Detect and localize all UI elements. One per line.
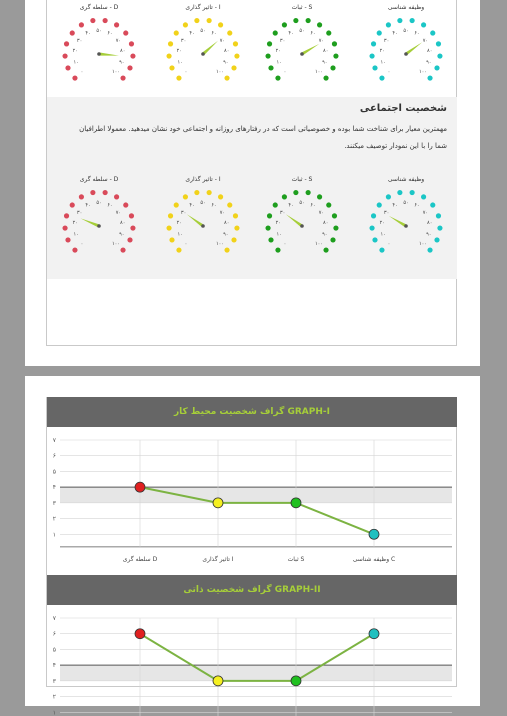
dial-tick-label: ۶۰	[107, 202, 113, 209]
dial-needle	[389, 216, 407, 228]
dial-dot	[410, 18, 415, 23]
dial-dot	[168, 213, 173, 218]
dial-dot	[268, 65, 273, 70]
y-tick-label: ۷	[52, 615, 56, 622]
dial-dot	[224, 75, 229, 80]
section-title: شخصیت اجتماعی	[359, 103, 447, 114]
dial-dot	[183, 22, 188, 27]
dial-dot	[317, 22, 322, 27]
dial-tick-label: ۷۰	[115, 37, 122, 44]
dial-dot	[437, 225, 442, 230]
dial-tick-label: ۶۰	[414, 202, 420, 209]
dial-tick-label: ۲۰	[72, 48, 78, 55]
dial-tick-label: ۴۰	[189, 202, 195, 209]
dial-tick-label: ۸۰	[323, 48, 329, 55]
dial-dot	[233, 41, 238, 46]
dial-tick-label: ۸۰	[224, 220, 230, 227]
dial-dot	[114, 194, 119, 199]
dial-tick-label: ۱۰۰	[418, 68, 428, 75]
dial-dot	[427, 247, 432, 252]
dial-tick-label: ۷۰	[115, 209, 122, 216]
dial-dot	[265, 53, 270, 58]
dial-tick-label: ۸۰	[427, 48, 433, 55]
dial-tick-label: ۹۰	[223, 59, 229, 66]
data-point	[213, 676, 223, 686]
dial-dot	[371, 213, 376, 218]
dial-tick-label: ۸۰	[427, 220, 433, 227]
dial-dot	[436, 213, 441, 218]
dial-dot	[333, 225, 338, 230]
dial-dot	[397, 18, 402, 23]
dial-tick-label: ۷۰	[422, 37, 429, 44]
dial-tick-label: ۶۰	[414, 30, 420, 37]
dial-tick-label: ۰	[80, 240, 84, 247]
dial-dot	[330, 237, 335, 242]
dial-tick-label: ۰	[184, 240, 188, 247]
dial-tick-label: ۲۰	[379, 48, 385, 55]
y-tick-label: ۱	[52, 531, 56, 539]
dial-dot	[174, 30, 179, 35]
dial-tick-label: ۲۰	[275, 48, 281, 55]
dial-tick-label: ۰	[184, 68, 188, 75]
dial-dot	[430, 30, 435, 35]
dial-tick-label: ۰	[283, 68, 287, 75]
dial-tick-label: ۱۰	[73, 231, 79, 238]
dial-tick-label: ۰	[283, 240, 287, 247]
dial-tick-label: ۴۰	[392, 30, 398, 37]
dial-dot	[90, 190, 95, 195]
dial-dot	[176, 247, 181, 252]
graph1-chart	[46, 428, 458, 574]
dial-tick-label: ۴۰	[85, 202, 91, 209]
dial-tick-label: ۷۰	[219, 209, 226, 216]
x-tick-label: تاثیر گذاری I	[202, 555, 234, 563]
dial-tick-label: ۲۰	[72, 220, 78, 227]
y-tick-label: ۳	[52, 499, 56, 507]
dial-dot	[123, 202, 128, 207]
data-point	[135, 482, 145, 492]
dial-tick-label: ۲۰	[379, 220, 385, 227]
dial-dot	[275, 247, 280, 252]
dial-dot	[293, 18, 298, 23]
dial-tick-label: ۱۰	[276, 59, 282, 66]
dial-label: تاثیر گذاری - I	[185, 4, 221, 11]
dial-label: ثبات - S	[291, 4, 313, 11]
dial-dot	[234, 225, 239, 230]
dial-dot	[434, 237, 439, 242]
section-text: مهمترین معیار برای شناخت شما بوده و خصوصیاتی است که در رفتارهای روزانه و اجتماعی خود نشان میدهید. معمولا اطرافیان شما را با این نمودار توصیف میکنند.	[79, 125, 447, 150]
dial-dot	[323, 247, 328, 252]
y-tick-label: ۵	[52, 646, 56, 654]
dial-dot	[333, 53, 338, 58]
dial-dot	[79, 22, 84, 27]
dial-tick-label: ۱۰	[177, 231, 183, 238]
dial-label: تاثیر گذاری - I	[185, 176, 221, 183]
dial-dot	[218, 22, 223, 27]
dial-tick-label: ۸۰	[120, 220, 126, 227]
dial-tick-label: ۹۰	[322, 231, 328, 238]
data-point	[135, 629, 145, 639]
dial-hub	[201, 52, 205, 56]
dial-needle	[99, 52, 119, 55]
dial-tick-label: ۰	[80, 68, 84, 75]
dial-dot	[275, 75, 280, 80]
dial-dot	[437, 53, 442, 58]
dial-tick-label: ۷۰	[219, 37, 226, 44]
dial-dot	[168, 41, 173, 46]
dial-dot	[227, 202, 232, 207]
dial-dot	[169, 237, 174, 242]
dial-dot	[434, 65, 439, 70]
dial-dot	[90, 18, 95, 23]
dial-tick-label: ۵۰	[200, 200, 206, 206]
dial-dot	[207, 190, 212, 195]
dial-dot	[127, 237, 132, 242]
y-tick-label: ۲	[52, 515, 56, 523]
graph2-header: گراف شخصیت ذاتی GRAPH-II	[47, 575, 457, 605]
dial-dot	[369, 225, 374, 230]
dial-tick-label: ۵۰	[299, 28, 305, 34]
dial-dot	[372, 237, 377, 242]
dial-tick-label: ۱۰	[276, 231, 282, 238]
dial-dot	[436, 41, 441, 46]
dial-dot	[233, 213, 238, 218]
dial-dot	[231, 65, 236, 70]
dial-needle	[301, 44, 319, 56]
dial-tick-label: ۸۰	[120, 48, 126, 55]
dial-tick-label: ۲۰	[176, 220, 182, 227]
dial-dot	[218, 194, 223, 199]
dial-dot	[70, 30, 75, 35]
data-point	[291, 676, 301, 686]
dial-dot	[174, 202, 179, 207]
dial-tick-label: ۴۰	[288, 30, 294, 37]
dial-tick-label: ۵۰	[403, 200, 409, 206]
dial-dot	[62, 225, 67, 230]
dial-dot	[332, 41, 337, 46]
dial-tick-label: ۵۰	[96, 200, 102, 206]
dial-tick-label: ۴۰	[288, 202, 294, 209]
dial-tick-label: ۷۰	[318, 37, 325, 44]
x-tick-label: وظیفه شناسی C	[352, 555, 396, 563]
dial-dot	[265, 225, 270, 230]
dial-dot	[103, 18, 108, 23]
dial-dot	[273, 202, 278, 207]
dial-dot	[130, 53, 135, 58]
dial-dot	[330, 65, 335, 70]
dial-dot	[169, 65, 174, 70]
dial-hub	[201, 224, 205, 228]
dial-tick-label: ۶۰	[211, 30, 217, 37]
dial-dot	[64, 213, 69, 218]
dial-tick-label: ۷۰	[422, 209, 429, 216]
dial-dot	[183, 194, 188, 199]
dial-dot	[410, 190, 415, 195]
dial-dot	[72, 75, 77, 80]
data-point	[369, 529, 379, 539]
dial-dot	[129, 213, 134, 218]
dial-dot	[273, 30, 278, 35]
dial-tick-label: ۷۰	[318, 209, 325, 216]
dial-dot	[268, 237, 273, 242]
dial-tick-label: ۳۰	[76, 209, 83, 216]
y-tick-label: ۱	[52, 709, 56, 716]
dial-dot	[317, 194, 322, 199]
dial-tick-label: ۳۰	[383, 37, 390, 44]
dial-label: ثبات - S	[291, 176, 313, 183]
dial-dot	[65, 237, 70, 242]
dial-dot	[326, 30, 331, 35]
dial-tick-label: ۱۰	[73, 59, 79, 66]
dial-tick-label: ۱۰۰	[314, 68, 324, 75]
dial-hub	[404, 52, 408, 56]
dial-tick-label: ۵۰	[200, 28, 206, 34]
dial-dot	[70, 202, 75, 207]
data-point	[213, 498, 223, 508]
dial-dot	[114, 22, 119, 27]
dial-dot	[372, 65, 377, 70]
dial-tick-label: ۹۰	[119, 59, 125, 66]
dial-hub	[97, 52, 101, 56]
dial-tick-label: ۸۰	[323, 220, 329, 227]
y-tick-label: ۴	[52, 662, 56, 670]
dial-tick-label: ۱۰۰	[111, 68, 121, 75]
dial-dot	[369, 53, 374, 58]
dial-dot	[427, 75, 432, 80]
dial-tick-label: ۵۰	[299, 200, 305, 206]
dial-dot	[234, 53, 239, 58]
y-tick-label: ۶	[52, 630, 56, 638]
x-tick-label: ثبات S	[287, 555, 305, 563]
dial-tick-label: ۶۰	[107, 30, 113, 37]
dial-dot	[64, 41, 69, 46]
dial-dot	[120, 75, 125, 80]
dial-dot	[379, 247, 384, 252]
dial-dot	[386, 22, 391, 27]
dial-dot	[326, 202, 331, 207]
dial-label: وظیفه شناسی	[387, 4, 425, 11]
dial-tick-label: ۹۰	[119, 231, 125, 238]
dial-tick-label: ۳۰	[180, 37, 187, 44]
y-tick-label: ۳	[52, 677, 56, 685]
dial-dot	[323, 75, 328, 80]
dial-dot	[282, 22, 287, 27]
dial-dot	[79, 194, 84, 199]
dial-tick-label: ۱۰۰	[314, 240, 324, 247]
dial-dot	[194, 190, 199, 195]
dial-tick-label: ۱۰	[177, 59, 183, 66]
dial-needle	[81, 218, 100, 227]
dials-row-1	[0, 0, 507, 100]
dial-dot	[72, 247, 77, 252]
dial-dot	[379, 75, 384, 80]
dial-tick-label: ۱۰	[380, 59, 386, 66]
dial-tick-label: ۳۰	[76, 37, 83, 44]
dial-hub	[300, 52, 304, 56]
dial-dot	[293, 190, 298, 195]
dial-hub	[300, 224, 304, 228]
graph2-chart	[46, 606, 458, 716]
dial-dot	[62, 53, 67, 58]
y-tick-label: ۴	[52, 484, 56, 492]
dial-tick-label: ۱۰۰	[418, 240, 428, 247]
dial-dot	[421, 194, 426, 199]
dial-dot	[377, 30, 382, 35]
dial-dot	[120, 247, 125, 252]
dial-tick-label: ۵۰	[403, 28, 409, 34]
dial-hub	[97, 224, 101, 228]
dial-tick-label: ۲۰	[176, 48, 182, 55]
y-tick-label: ۲	[52, 693, 56, 701]
dial-dot	[129, 41, 134, 46]
dial-dot	[176, 75, 181, 80]
y-tick-label: ۵	[52, 468, 56, 476]
x-tick-label: سلطه گری D	[122, 555, 158, 563]
dial-tick-label: ۴۰	[392, 202, 398, 209]
dial-hub	[404, 224, 408, 228]
dial-dot	[227, 30, 232, 35]
dial-tick-label: ۱۰	[380, 231, 386, 238]
dial-tick-label: ۲۰	[275, 220, 281, 227]
dial-dot	[123, 30, 128, 35]
data-point	[291, 498, 301, 508]
dial-dot	[224, 247, 229, 252]
dial-tick-label: ۹۰	[426, 231, 432, 238]
dial-tick-label: ۳۰	[279, 209, 286, 216]
dial-dot	[306, 190, 311, 195]
dial-label: وظیفه شناسی	[387, 176, 425, 183]
band-highlight	[60, 487, 452, 503]
dial-dot	[282, 194, 287, 199]
dial-dot	[267, 41, 272, 46]
dial-dot	[207, 18, 212, 23]
y-tick-label: ۷	[52, 437, 56, 444]
dial-label: سلطه گری - D	[79, 4, 119, 11]
dial-tick-label: ۴۰	[189, 30, 195, 37]
dial-tick-label: ۶۰	[310, 202, 316, 209]
dial-dot	[430, 202, 435, 207]
dial-dot	[103, 190, 108, 195]
dial-tick-label: ۰	[387, 68, 391, 75]
dial-dot	[306, 18, 311, 23]
dial-tick-label: ۱۰۰	[111, 240, 121, 247]
dial-dot	[267, 213, 272, 218]
dial-tick-label: ۹۰	[426, 59, 432, 66]
dial-tick-label: ۰	[387, 240, 391, 247]
dial-tick-label: ۹۰	[223, 231, 229, 238]
dial-tick-label: ۳۰	[180, 209, 187, 216]
dial-tick-label: ۳۰	[383, 209, 390, 216]
dial-tick-label: ۵۰	[96, 28, 102, 34]
dial-dot	[377, 202, 382, 207]
dials-row-2	[0, 172, 507, 272]
dial-tick-label: ۱۰۰	[215, 240, 225, 247]
band-highlight	[60, 665, 452, 681]
graph1-header: گراف شخصیت محیط کار GRAPH-I	[47, 397, 457, 427]
dial-tick-label: ۳۰	[279, 37, 286, 44]
dial-dot	[371, 41, 376, 46]
dial-dot	[231, 237, 236, 242]
dial-dot	[130, 225, 135, 230]
dial-tick-label: ۶۰	[310, 30, 316, 37]
dial-tick-label: ۴۰	[85, 30, 91, 37]
dial-dot	[332, 213, 337, 218]
y-tick-label: ۶	[52, 452, 56, 460]
data-point	[369, 629, 379, 639]
dial-dot	[386, 194, 391, 199]
dial-dot	[166, 53, 171, 58]
dial-dot	[397, 190, 402, 195]
dial-tick-label: ۸۰	[224, 48, 230, 55]
dial-dot	[194, 18, 199, 23]
dial-dot	[166, 225, 171, 230]
dial-tick-label: ۹۰	[322, 59, 328, 66]
dial-tick-label: ۶۰	[211, 202, 217, 209]
dial-dot	[65, 65, 70, 70]
dial-label: سلطه گری - D	[79, 176, 119, 183]
dial-tick-label: ۱۰۰	[215, 68, 225, 75]
dial-dot	[127, 65, 132, 70]
dial-dot	[421, 22, 426, 27]
